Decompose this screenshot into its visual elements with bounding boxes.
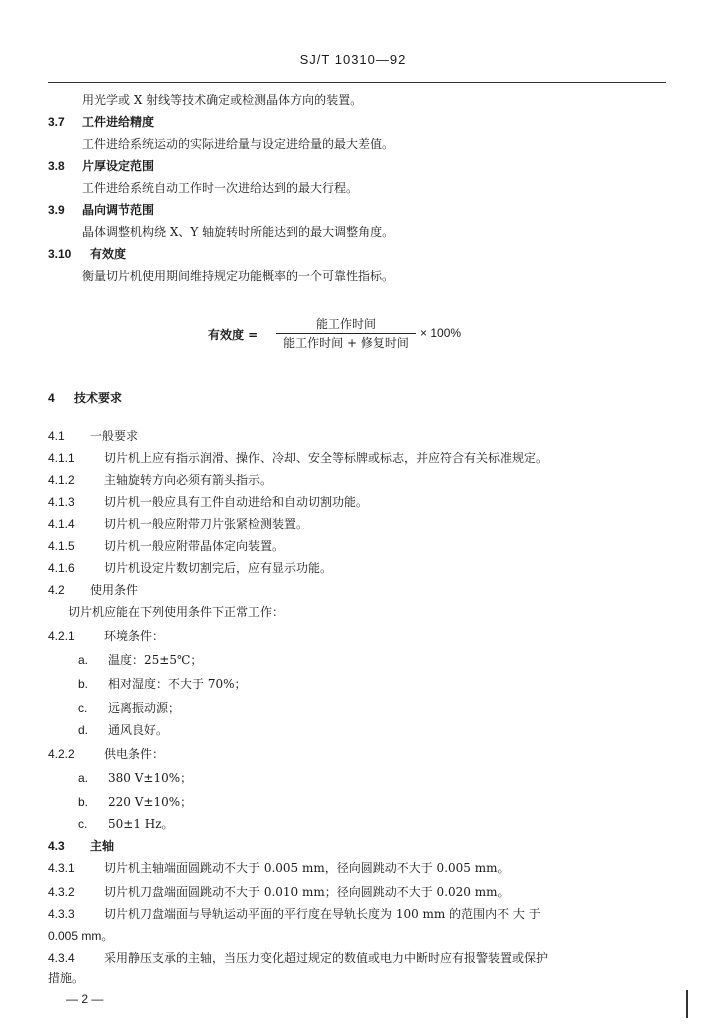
clause-item: 4.1.2 主轴旋转方向必须有箭头指示。 [48,473,273,487]
formula-rhs: × 100% [420,326,462,340]
section-heading: 4 技术要求 [48,391,123,405]
clause-item: 4.1.3 切片机一般应具有工件自动进给和自动切割功能。 [48,495,369,509]
clause-item: 4.1.1 切片机上应有指示润滑、操作、冷却、安全等标牌或标志，并应符合有关标准规定。 [48,451,549,465]
text-line: 工件进给系统自动工作时一次进给达到的最大行程。 [82,181,359,195]
page-number: — 2 — [66,992,104,1006]
text-line: 工件进给系统运动的实际进给量与设定进给量的最大差值。 [82,137,395,151]
formula-lhs: 有效度 = [208,328,259,342]
clause-item: 4.2.1 环境条件： [48,629,165,643]
formula-fraction [276,316,416,351]
clause-heading: 3.8 片厚设定范围 [48,159,155,173]
header-rule [48,82,666,83]
clause-item: 4.3.2 切片机刀盘端面圆跳动不大于 0.010 mm；径向圆跳动不大于 0.020 mm。 [48,885,510,899]
list-item: c. 50±1 Hz。 [78,817,174,831]
list-item: a. 温度：25±5℃； [78,653,203,667]
list-item: b. 220 V±10%； [78,795,193,809]
clause-heading: 4.3 主轴 [48,839,115,853]
clause-item: 4.1.6 切片机设定片数切割完后，应有显示功能。 [48,561,333,575]
text-line: 用光学或 X 射线等技术确定或检测晶体方向的装置。 [82,93,363,107]
list-item: c. 远离振动源； [78,701,181,715]
clause-heading: 3.10 有效度 [48,247,127,261]
text-line: 措施。 [48,971,85,985]
clause-heading: 3.7 工件进给精度 [48,115,155,129]
clause-item: 4.2.2 供电条件： [48,747,165,761]
clause-item: 4.1.4 切片机一般应附带刀片张紧检测装置。 [48,517,309,531]
standard-code: SJ/T 10310—92 [299,52,407,67]
formula-denominator: 能工作时间 + 修复时间 [283,336,409,350]
text-line: 切片机应能在下列使用条件下正常工作： [68,605,285,619]
clause-heading: 4.2 使用条件 [48,583,139,597]
availability-formula [208,316,508,356]
list-item: d. 通风良好。 [78,723,169,737]
clause-item: 4.3.3 切片机刀盘端面与导轨运动平面的平行度在导轨长度为 100 mm 的范围内不 大 于 [48,907,541,921]
formula-numerator: 能工作时间 [315,317,376,331]
scan-edge-mark [686,990,688,1018]
text-line: 衡量切片机使用期间维持规定功能概率的一个可靠性指标。 [82,269,395,283]
clause-item: 4.1.5 切片机一般应附带晶体定向装置。 [48,539,285,553]
text-line: 晶体调整机构绕 X、Y 轴旋转时所能达到的最大调整角度。 [82,225,395,239]
clause-item: 4.3.4 采用静压支承的主轴，当压力变化超过规定的数值或电力中断时应有报警装置或保护 [48,951,549,965]
clause-item: 4.3.1 切片机主轴端面圆跳动不大于 0.005 mm，径向圆跳动不大于 0.005 mm。 [48,861,510,875]
list-item: a. 380 V±10%； [78,771,193,785]
clause-heading: 4.1 一般要求 [48,429,139,443]
list-item: b. 相对湿度：不大于 70%； [78,677,247,691]
text-line: 0.005 mm。 [48,929,114,943]
fraction-bar [276,333,416,334]
clause-heading: 3.9 晶向调节范围 [48,203,155,217]
